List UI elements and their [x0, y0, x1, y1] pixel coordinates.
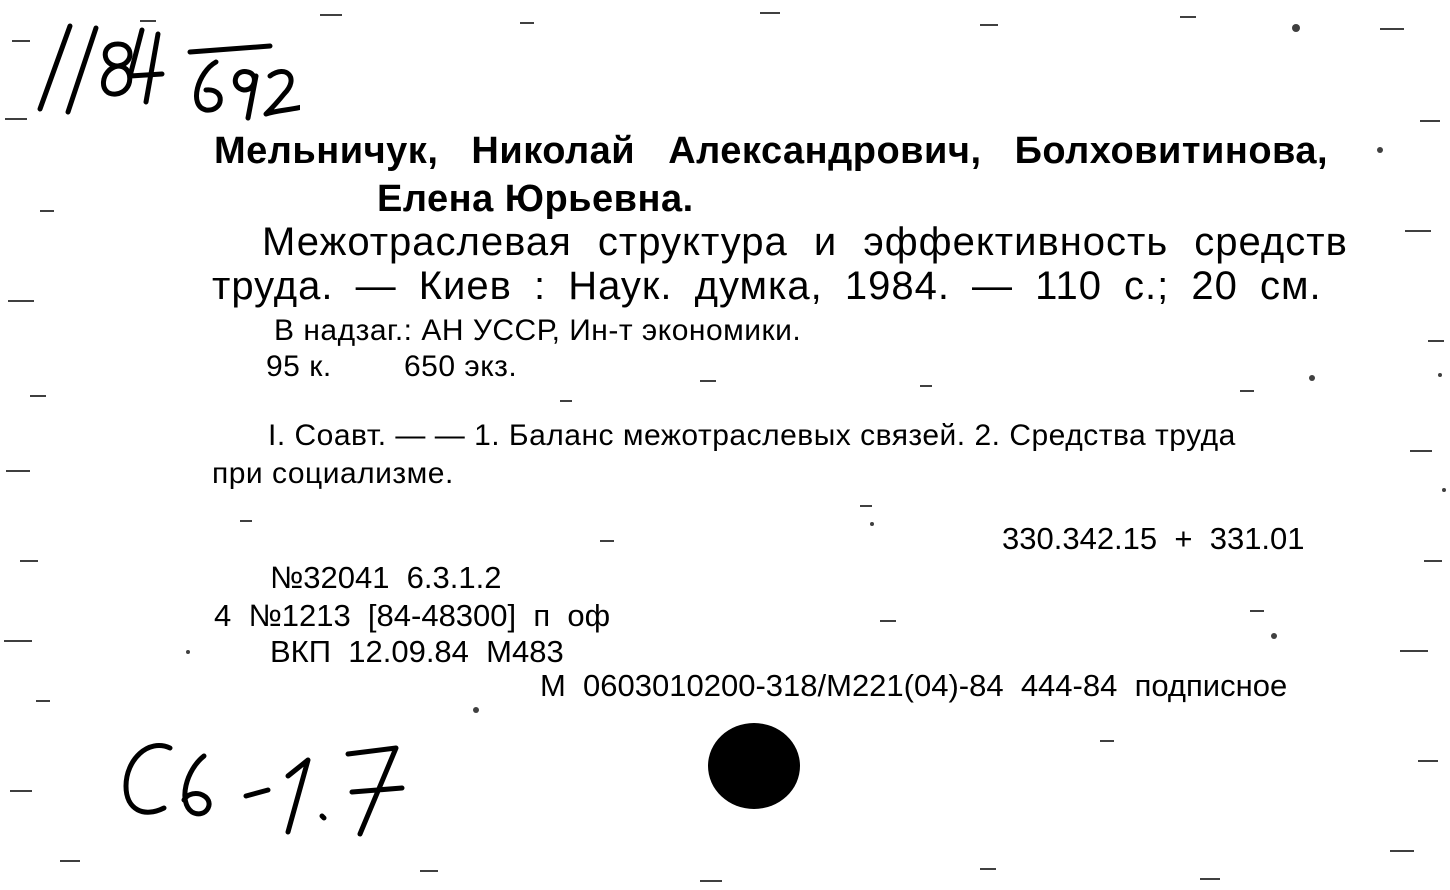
copies-label: 650 экз. — [404, 350, 518, 383]
author-line-2: Елена Юрьевна. — [377, 178, 694, 220]
notes-header: В надзаг.: АН УССР, Ин-т экономики. — [274, 314, 802, 347]
price-label: 95 к. — [266, 350, 332, 383]
catalog-line-1: №32041 6.3.1.2 — [270, 560, 502, 595]
handwritten-shelf-code — [112, 730, 422, 840]
title-line-1: Межотраслевая структура и эффективность средств — [262, 220, 1348, 264]
punch-hole — [706, 722, 802, 812]
catalog-line-4: М 0603010200-318/М221(04)-84 444-84 подписное — [540, 668, 1288, 703]
catalog-line-2: 4 №1213 [84-48300] п оф — [214, 598, 611, 633]
subjects-line-1: I. Соавт. — — 1. Баланс межотраслевых связей. 2. Средства труда — [268, 419, 1236, 452]
classification-code: 330.342.15 + 331.01 — [1002, 521, 1305, 556]
handwritten-inventory-number — [30, 14, 300, 124]
title-line-2: труда. — Киев : Наук. думка, 1984. — 110 с.; 20 см. — [212, 264, 1322, 308]
catalog-line-3: ВКП 12.09.84 М483 — [270, 634, 564, 669]
subjects-line-2: при социализме. — [212, 457, 454, 490]
author-line-1: Мельничук, Николай Александрович, Болховитинова, — [214, 130, 1329, 172]
